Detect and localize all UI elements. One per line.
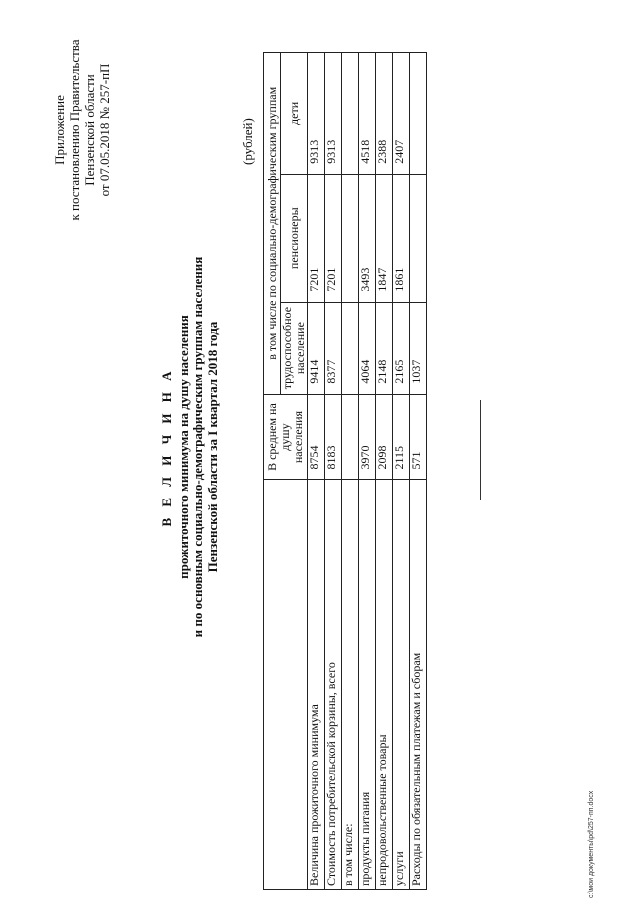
cell-working: 1037 [410, 302, 427, 394]
cell-working [342, 302, 359, 394]
cell-avg: 2115 [393, 394, 410, 480]
appendix-line: к постановлению Правительства [67, 39, 82, 221]
cell-avg: 8183 [325, 394, 342, 480]
cell-children: 4518 [359, 53, 376, 175]
appendix-line: от 07.05.2018 № 257-пП [97, 63, 112, 197]
divider-line [480, 400, 481, 500]
header-pensioners: пенсионеры [281, 174, 308, 302]
title-line: и по основным социально-демографическим группам населения [190, 256, 205, 638]
cell-children: 9313 [325, 53, 342, 175]
table-row [359, 53, 376, 890]
cell-avg: 571 [410, 394, 427, 480]
header-group: в том числе по социально-демографическим группам [264, 53, 281, 395]
title-line: прожиточного минимума на душу населения [175, 315, 191, 579]
header-empty [264, 480, 308, 890]
row-label: в том числе: [342, 480, 359, 890]
cell-working: 4064 [359, 302, 376, 394]
row-label: Стоимость потребительской корзины, всего [325, 480, 342, 890]
table-row [325, 53, 342, 890]
table-row [308, 53, 325, 890]
row-label: услуги [393, 480, 410, 890]
cell-children: 2407 [393, 53, 410, 175]
appendix-block [52, 15, 112, 245]
file-path-footer: c:\мои документы\pd\257-пп.docx [588, 790, 595, 898]
cell-avg: 2098 [376, 394, 393, 480]
subsistence-table [263, 52, 427, 890]
cell-pensioners [410, 174, 427, 302]
unit-label: (рублей) [240, 118, 255, 165]
table-row [393, 53, 410, 890]
cell-children [342, 53, 359, 175]
cell-avg: 8754 [308, 394, 325, 480]
cell-pensioners: 7201 [308, 174, 325, 302]
row-label: Расходы по обязательным платежам и сборам [410, 480, 427, 890]
table-row [376, 53, 393, 890]
appendix-line: Пензенской области [82, 74, 97, 186]
table-row [410, 53, 427, 890]
header-children: дети [281, 53, 308, 175]
cell-children [410, 53, 427, 175]
header-working: трудоспособное население [281, 302, 308, 394]
cell-avg [342, 394, 359, 480]
cell-pensioners: 3493 [359, 174, 376, 302]
cell-working: 8377 [325, 302, 342, 394]
cell-children: 9313 [308, 53, 325, 175]
document-title [160, 207, 220, 687]
row-label: продукты питания [359, 480, 376, 890]
appendix-line: Приложение [52, 95, 67, 165]
cell-working: 2165 [393, 302, 410, 394]
title-line: В Е Л И Ч И Н А [159, 367, 174, 527]
cell-pensioners [342, 174, 359, 302]
cell-working: 2148 [376, 302, 393, 394]
cell-children: 2388 [376, 53, 393, 175]
cell-pensioners: 1861 [393, 174, 410, 302]
row-label: Величина прожиточного минимума [308, 480, 325, 890]
title-line: Пензенской области за I квартал 2018 года [204, 321, 220, 573]
cell-pensioners: 1847 [376, 174, 393, 302]
cell-working: 9414 [308, 302, 325, 394]
cell-pensioners: 7201 [325, 174, 342, 302]
cell-avg: 3970 [359, 394, 376, 480]
header-average: В среднем на душу населения [264, 394, 308, 480]
table-row [342, 53, 359, 890]
row-label: непродовольственные товары [376, 480, 393, 890]
